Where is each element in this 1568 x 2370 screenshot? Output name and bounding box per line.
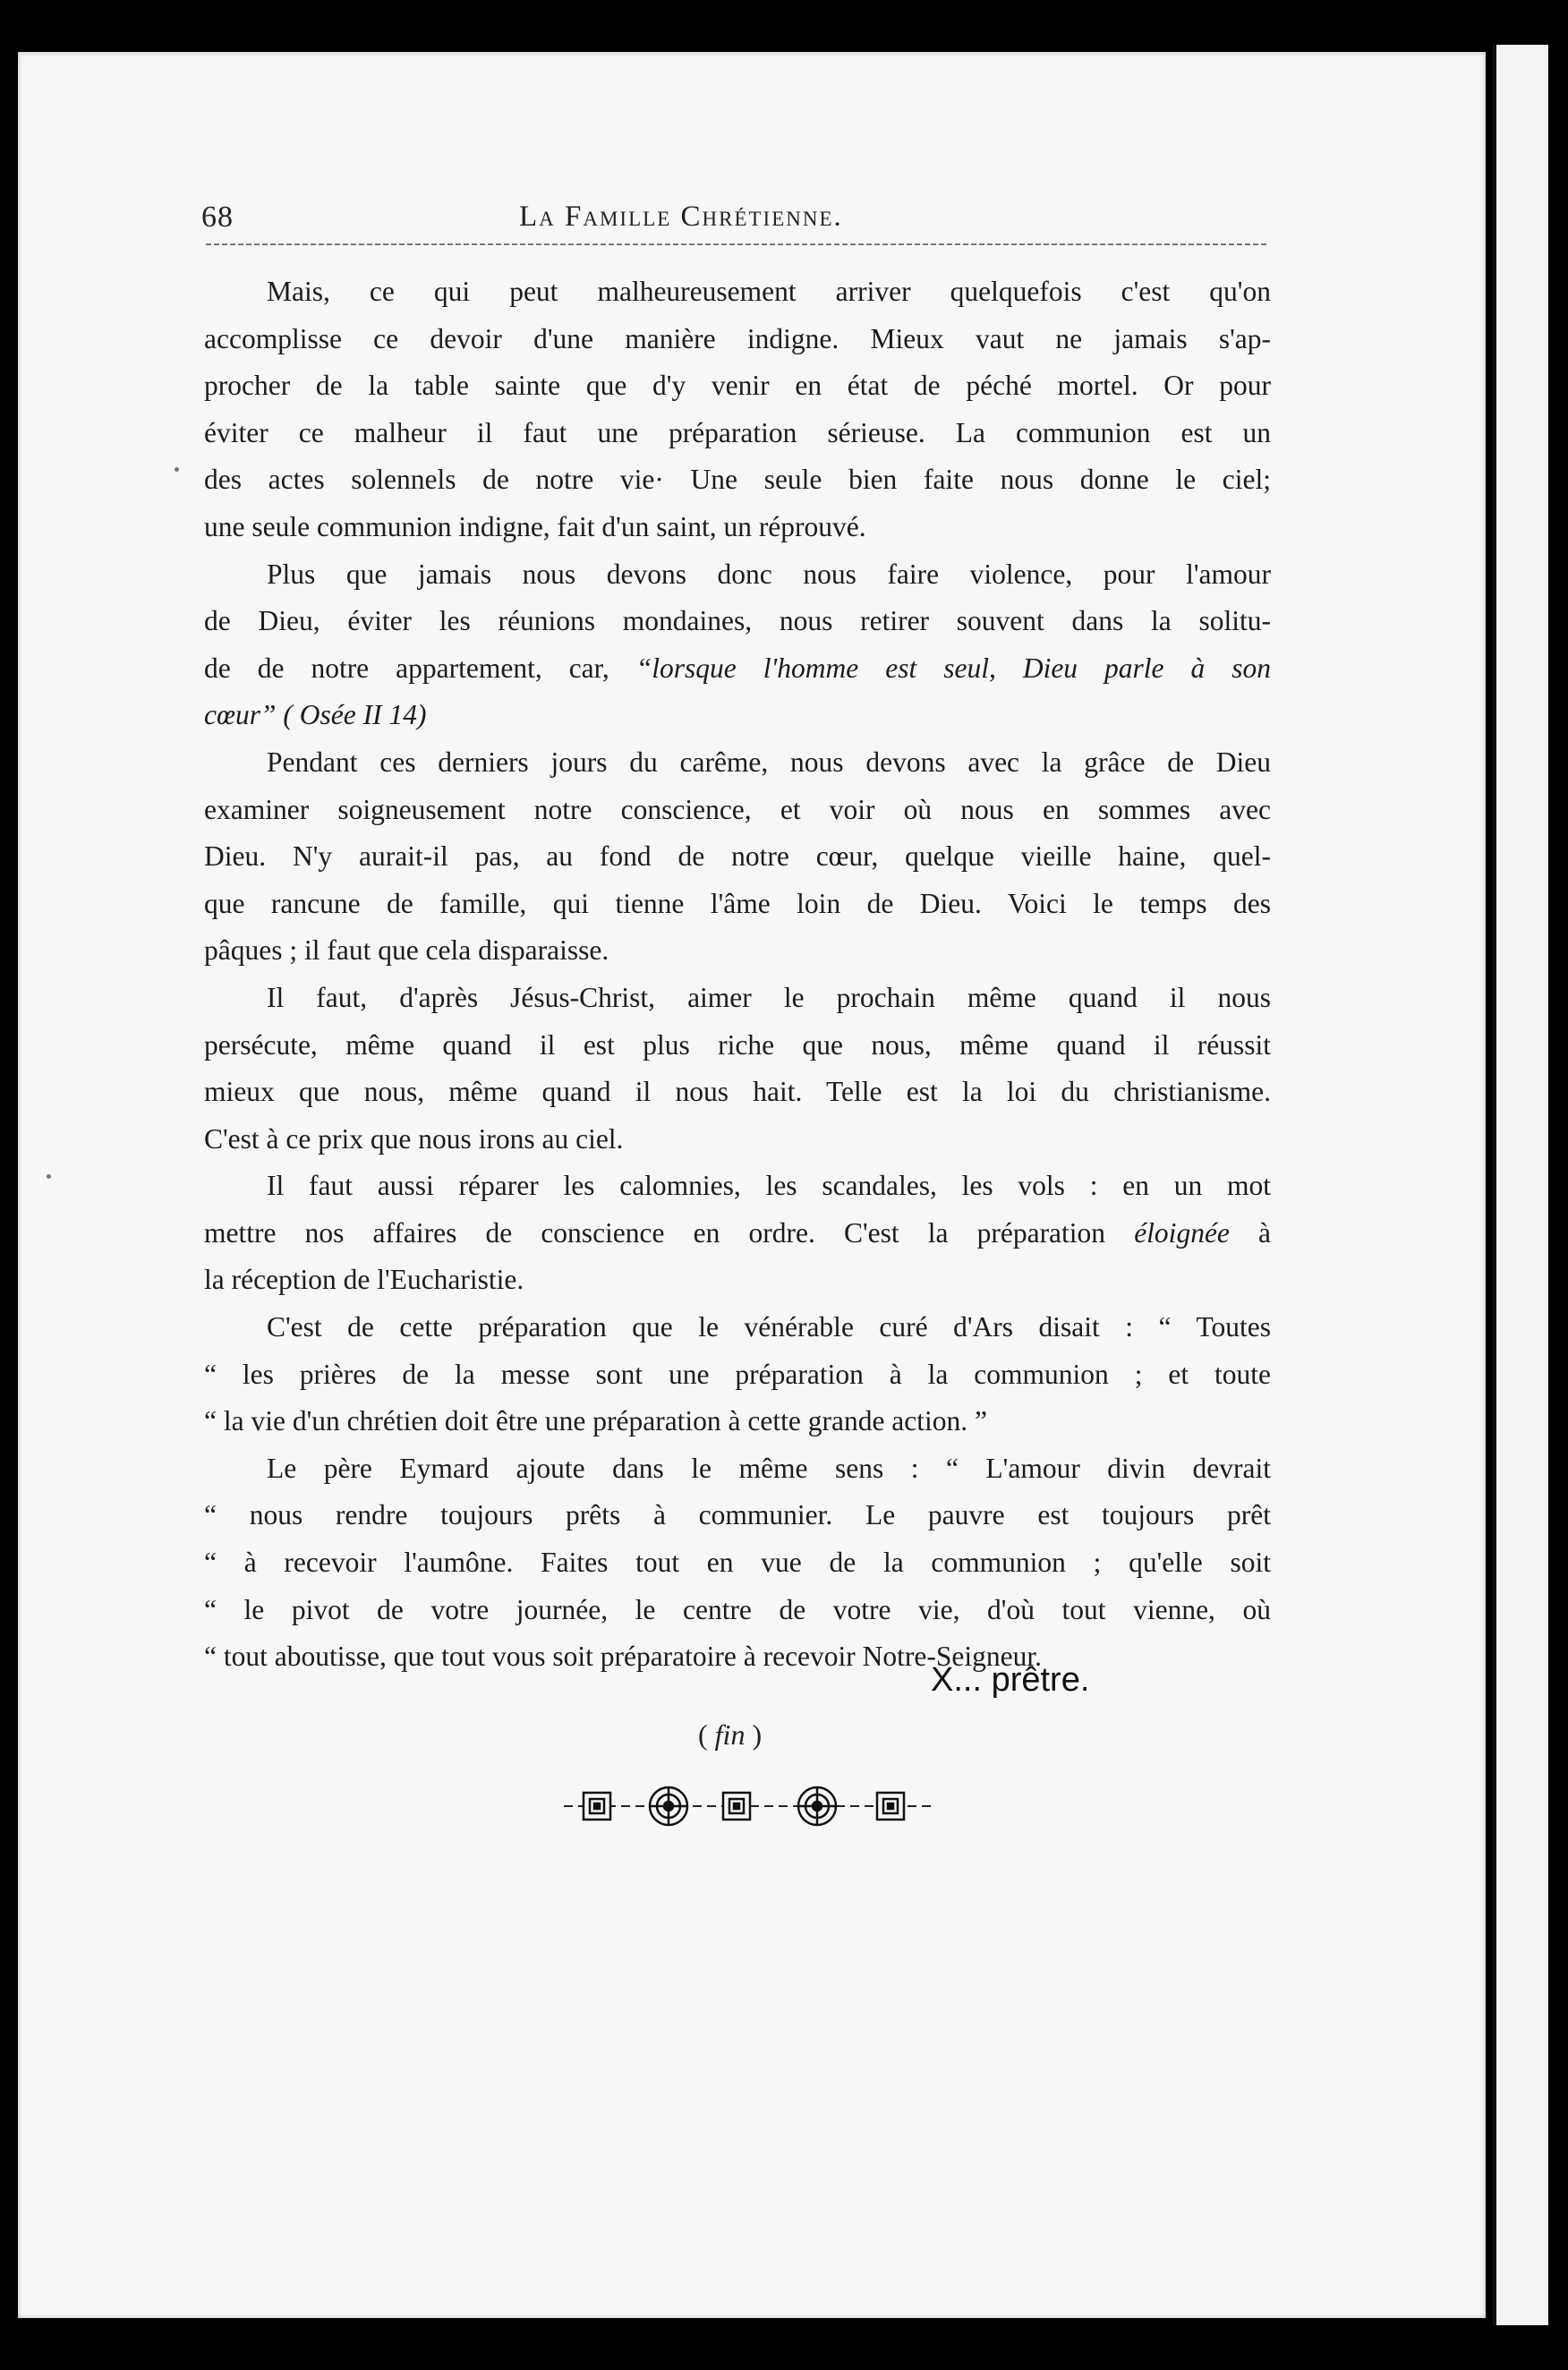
text-line: examiner soigneusement notre conscience, et voir où nous en sommes avec bbox=[204, 793, 1271, 825]
text-line: des actes solennels de notre vie· Une seule bien faite nous donne le ciel; bbox=[204, 464, 1271, 496]
square-ornament-icon bbox=[584, 1793, 610, 1820]
text-line bbox=[204, 645, 1271, 693]
next-page-edge bbox=[1496, 45, 1548, 2325]
text-line: de Dieu, éviter les réunions mondaines, nous retirer souvent dans la solitu- bbox=[204, 605, 1271, 637]
decorative-tailpiece-icon bbox=[564, 1784, 935, 1829]
text-line: “ tout aboutisse, que tout vous soit préparatoire à recevoir Notre-Seigneur. bbox=[204, 1641, 1042, 1673]
text-line: Plus que jamais nous devons donc nous faire violence, pour l'amour bbox=[267, 558, 1271, 590]
text-line: “ le pivot de votre journée, le centre de votre vie, d'où tout vienne, où bbox=[204, 1593, 1271, 1625]
scripture-reference: ( Osée II 14) bbox=[283, 699, 427, 731]
text-line: Il faut, d'après Jésus-Christ, aimer le prochain même quand il nous bbox=[267, 981, 1271, 1013]
page-header bbox=[201, 195, 1275, 240]
text-line: la réception de l'Eucharistie. bbox=[204, 1264, 524, 1296]
text-line: Dieu. N'y aurait-il pas, au fond de notre cœur, quelque vieille haine, quel- bbox=[204, 840, 1271, 873]
running-title: La Famille Chrétienne. bbox=[519, 200, 843, 233]
text-line: mieux que nous, même quand il nous hait. Telle est la loi du christianisme. bbox=[204, 1076, 1271, 1108]
fin-word: fin bbox=[714, 1718, 746, 1751]
text-segment: de de notre appartement, car, bbox=[204, 652, 609, 684]
text-line: Le père Eymard ajoute dans le même sens : “ L'amour divin devrait bbox=[267, 1452, 1271, 1484]
margin-speck bbox=[47, 1174, 51, 1179]
text-line: “ la vie d'un chrétien doit être une préparation à cette grande action. ” bbox=[204, 1405, 988, 1437]
text-line: éviter ce malheur il faut une préparation sérieuse. La communion est un bbox=[204, 416, 1271, 448]
signature: X... prêtre. bbox=[931, 1661, 1090, 1699]
end-marker bbox=[698, 1718, 762, 1752]
text-line bbox=[204, 1210, 1271, 1257]
text-line: procher de la table sainte que d'y venir en état de péché mortel. Or pour bbox=[204, 370, 1271, 402]
wheel-ornament-icon bbox=[798, 1787, 836, 1825]
paren-close: ) bbox=[752, 1718, 763, 1751]
quotation-text: “lorsque l'homme est seul, Dieu parle à son bbox=[635, 652, 1271, 684]
text-line: une seule communion indigne, fait d'un saint, un réprouvé. bbox=[204, 510, 866, 542]
emphasis-text: éloignée bbox=[1134, 1216, 1230, 1249]
text-line: persécute, même quand il est plus riche que nous, même quand il réussit bbox=[204, 1028, 1271, 1061]
header-rule bbox=[206, 243, 1266, 245]
margin-speck bbox=[175, 467, 179, 472]
paren-open: ( bbox=[698, 1718, 708, 1751]
square-ornament-icon bbox=[723, 1793, 750, 1820]
text-line: Mais, ce qui peut malheureusement arriver quelquefois c'est qu'on bbox=[267, 276, 1271, 307]
text-line: Pendant ces derniers jours du carême, nous devons avec la grâce de Dieu bbox=[267, 746, 1271, 778]
text-line: pâques ; il faut que cela disparaisse. bbox=[204, 934, 609, 967]
text-line: C'est à ce prix que nous irons au ciel. bbox=[204, 1122, 624, 1155]
text-segment: mettre nos affaires de conscience en ordre. C'est la préparation bbox=[204, 1216, 1106, 1249]
text-segment: à bbox=[1258, 1216, 1271, 1249]
page-number: 68 bbox=[201, 200, 234, 234]
body-text bbox=[204, 269, 1271, 1681]
text-line: C'est de cette préparation que le vénérable curé d'Ars disait : “ Toutes bbox=[267, 1311, 1271, 1343]
quotation-text: cœur” bbox=[204, 699, 277, 731]
text-line: “ nous rendre toujours prêts à communier. Le pauvre est toujours prêt bbox=[204, 1499, 1271, 1531]
wheel-ornament-icon bbox=[650, 1787, 687, 1825]
text-line bbox=[204, 692, 1271, 739]
text-line: Il faut aussi réparer les calomnies, les scandales, les vols : en un mot bbox=[267, 1170, 1271, 1202]
text-line: que rancune de famille, qui tienne l'âme loin de Dieu. Voici le temps des bbox=[204, 887, 1271, 919]
square-ornament-icon bbox=[877, 1793, 904, 1820]
text-line: “ les prières de la messe sont une préparation à la communion ; et toute bbox=[204, 1358, 1271, 1390]
text-line: “ à recevoir l'aumône. Faites tout en vue de la communion ; qu'elle soit bbox=[204, 1547, 1271, 1579]
text-line: accomplisse ce devoir d'une manière indigne. Mieux vaut ne jamais s'ap- bbox=[204, 322, 1271, 354]
